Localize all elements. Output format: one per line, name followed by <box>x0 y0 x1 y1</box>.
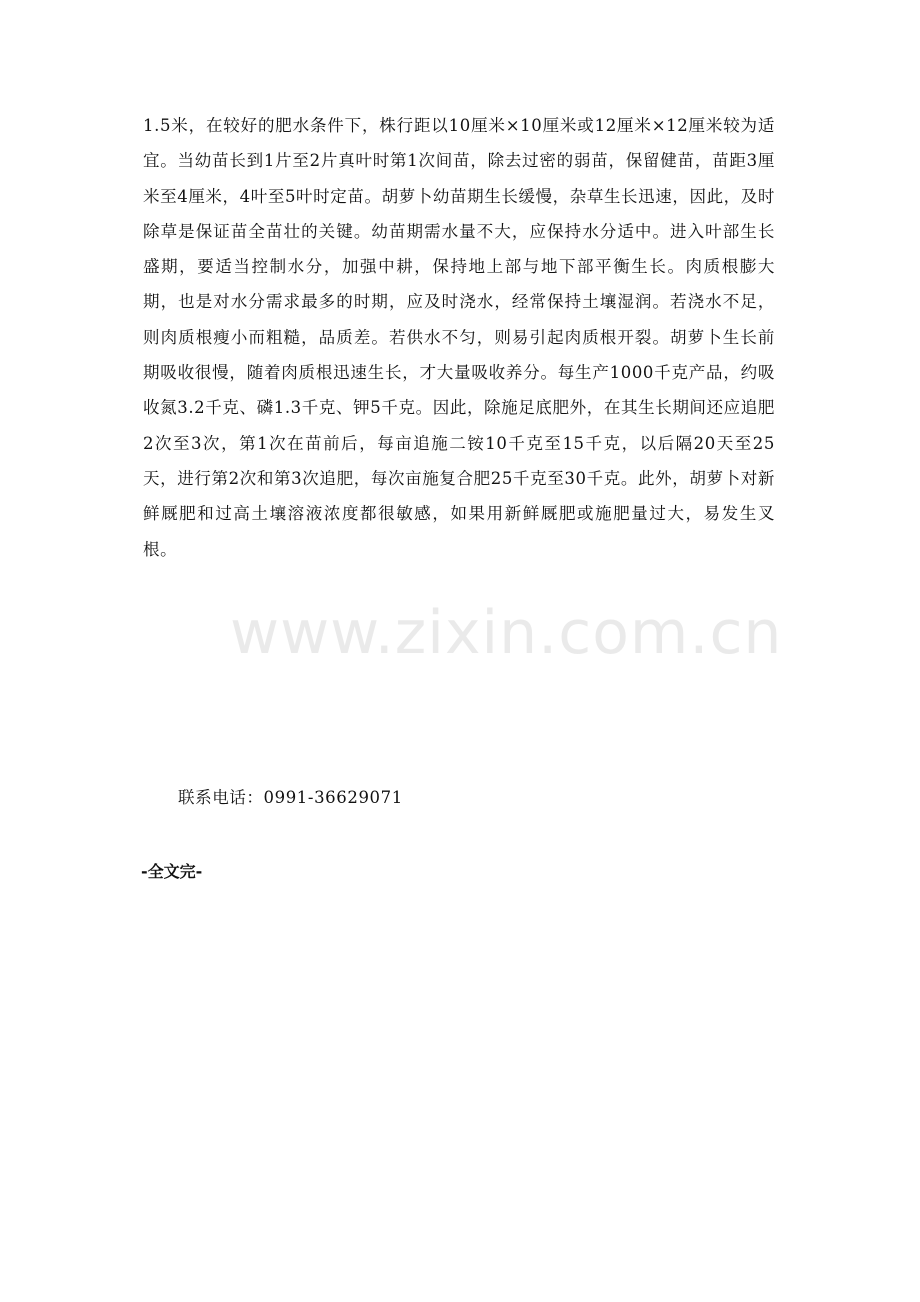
end-of-document-mark: -全文完- <box>141 862 203 881</box>
contact-phone: 联系电话：0991-36629071 <box>178 788 403 807</box>
watermark: www.zixin.com.cn <box>230 598 783 668</box>
body-paragraph: 1.5米，在较好的肥水条件下，株行距以10厘米×10厘米或12厘米×12厘米较为适宜。当幼苗长到1片至2片真叶时第1次间苗，除去过密的弱苗，保留健苗，苗距3厘米至4厘米，4叶至5叶时定苗。胡萝卜幼苗期生长缓慢，杂草生长迅速，因此，及时除草是保证苗全苗壮的关键。幼苗期需水量不大，应保持水分适中。进入叶部生长盛期，要适当控制水分，加强中耕，保持地上部与地下部平衡生长。肉质根膨大期，也是对水分需求最多的时期，应及时浇水，经常保持土壤湿润。若浇水不足，则肉质根瘦小而粗糙，品质差。若供水不匀，则易引起肉质根开裂。胡萝卜生长前期吸收很慢，随着肉质根迅速生长，才大量吸收养分。每生产1000千克产品，约吸收氮3.2千克、磷1.3千克、钾5千克。因此，除施足底肥外，在其生长期间还应追肥2次至3次，第1次在苗前后，每亩追施二铵10千克至15千克，以后隔20天至25天，进行第2次和第3次追肥，每次亩施复合肥25千克至30千克。此外，胡萝卜对新鲜厩肥和过高土壤溶液浓度都很敏感，如果用新鲜厩肥或施肥量过大，易发生叉根。 <box>143 116 775 559</box>
